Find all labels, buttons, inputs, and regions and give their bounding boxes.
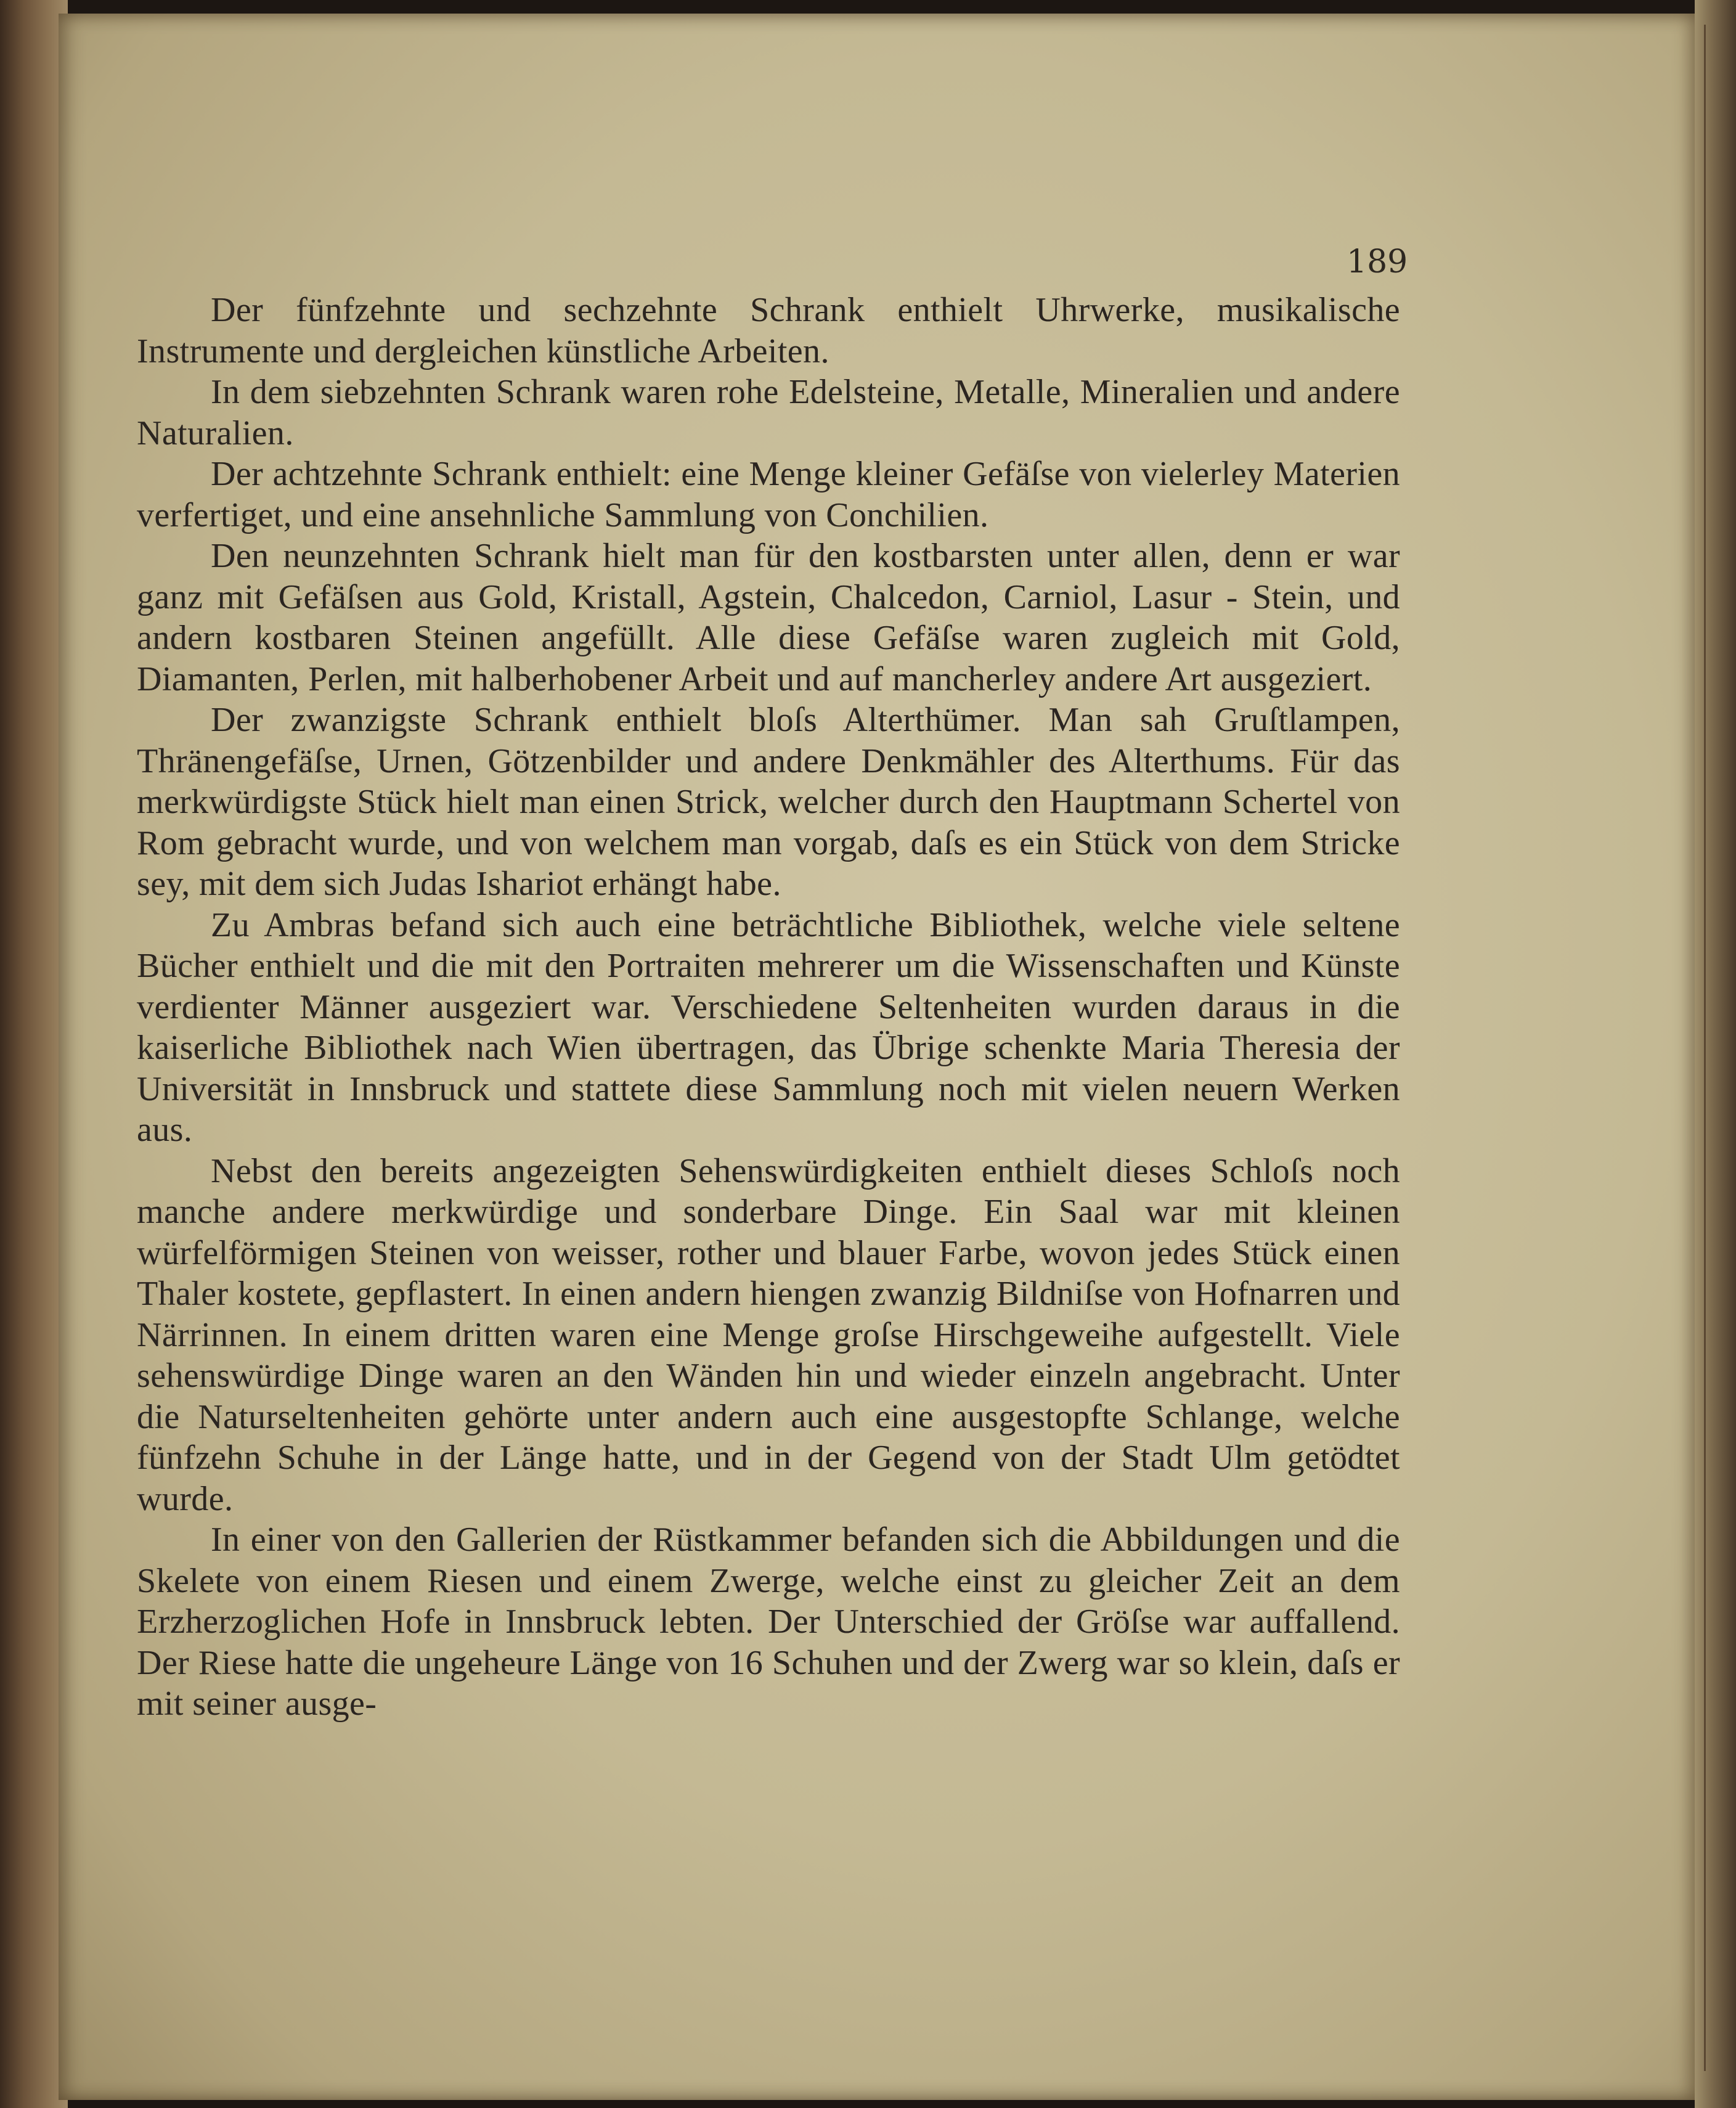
page-number: 189 [1347, 243, 1408, 280]
paragraph: Der fünfzehnte und sechzehnte Schrank enthielt Uhrwerke, musikalische Instrumente und dergleichen künstliche Arbeiten. [137, 291, 1400, 370]
page-edge-line [1704, 25, 1706, 2071]
left-page-edge [0, 0, 68, 2108]
paragraph: Zu Ambras befand sich auch eine beträchtliche Bibliothek, welche viele seltene Bücher enthielt und die mit den Portraiten mehrerer um die Wissenschaften und Künste verdienter Männer ausgeziert war. Verschiedene Seltenheiten wurden daraus in die kaiserliche Bibliothek nach Wien übertragen, das Übrige schenkte Maria Theresia der Universität in Innsbruck und stattete diese Sammlung noch mit vielen neuern Werken aus. [137, 905, 1400, 1149]
paragraph: Nebst den bereits angezeigten Sehenswürdigkeiten enthielt dieses Schloſs noch manche andere merkwürdige und sonderbare Dinge. Ein Saal war mit kleinen würfelförmigen Steinen von weisser, rother und blauer Farbe, wovon jedes Stück einen Thaler kostete, gepflastert. In einen andern hiengen zwanzig Bildniſse von Hofnarren und Närrinnen. In einem dritten waren eine Menge groſse Hirschgeweihe aufgestellt. Viele sehenswürdige Dinge waren an den Wänden hin und wieder einzeln angebracht. Unter die Naturseltenheiten gehörte unter andern auch eine ausgestopfte Schlange, welche fünfzehn Schuhe in der Länge hatte, und in der Gegend von der Stadt Ulm getödtet wurde. [137, 1151, 1400, 1518]
paragraph: In dem siebzehnten Schrank waren rohe Edelsteine, Metalle, Mineralien und andere Naturalien. [137, 373, 1400, 452]
paragraph: Den neunzehnten Schrank hielt man für den kostbarsten unter allen, denn er war ganz mit Gefäſsen aus Gold, Kristall, Agstein, Chalcedon, Carniol, Lasur - Stein, und andern kostbaren Steinen angefüllt. Alle diese Gefäſse waren zugleich mit Gold, Diamanten, Perlen, mit halberhobener Arbeit und auf mancherley andere Art ausgeziert. [137, 537, 1400, 698]
paragraph: In einer von den Gallerien der Rüstkammer befanden sich die Abbildungen und die Skelete von einem Riesen und einem Zwerge, welche einst zu gleicher Zeit an dem Erzherzoglichen Hofe in Innsbruck lebten. Der Unterschied der Gröſse war auffallend. Der Riese hatte die ungeheure Länge von 16 Schuhen und der Zwerg war so klein, daſs er mit seiner ausge- [137, 1521, 1400, 1723]
right-book-edge [1695, 0, 1736, 2108]
body-text [137, 290, 1400, 1725]
paragraph: Der zwanzigste Schrank enthielt bloſs Alterthümer. Man sah Gruſtlampen, Thränengefäſse, Urnen, Götzenbilder und andere Denkmähler des Alterthums. Für das merkwürdigste Stück hielt man einen Strick, welcher durch den Hauptmann Schertel von Rom gebracht wurde, und von welchem man vorgab, daſs es ein Stück von dem Stricke sey, mit dem sich Judas Ishariot erhängt habe. [137, 701, 1400, 903]
paragraph: Der achtzehnte Schrank enthielt: eine Menge kleiner Gefäſse von vielerley Materien verfertiget, und eine ansehnliche Sammlung von Conchilien. [137, 455, 1400, 534]
